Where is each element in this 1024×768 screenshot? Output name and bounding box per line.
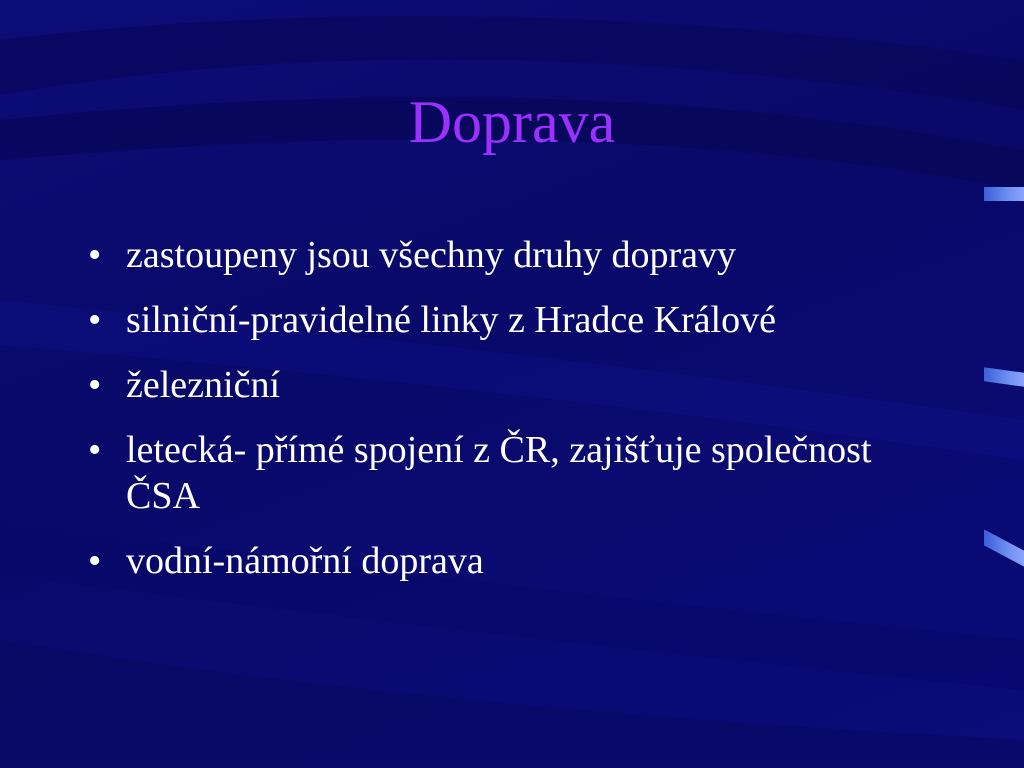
bullet-item: [0, 362, 1024, 408]
edge-accent-mark: [984, 187, 1024, 201]
bullet-text: železniční: [126, 364, 281, 406]
bullet-marker: •: [88, 540, 102, 582]
bullet-text: letecká- přímé spojení z ČR, zajišťuje společnost ČSA: [126, 429, 872, 517]
bullet-item: [0, 232, 1024, 278]
bullet-marker: •: [88, 364, 102, 406]
bullet-marker: •: [88, 234, 102, 276]
bullet-text: vodní-námořní doprava: [126, 540, 484, 582]
bullet-marker: •: [88, 299, 102, 341]
slide-title: Doprava: [408, 89, 616, 155]
bullet-list: [0, 232, 1024, 603]
bullet-marker: •: [88, 429, 102, 471]
bullet-item: [0, 538, 1024, 584]
bullet-text: zastoupeny jsou všechny druhy dopravy: [126, 234, 736, 276]
bullet-text: silniční-pravidelné linky z Hradce Králové: [126, 299, 776, 341]
bullet-item: [0, 297, 1024, 343]
bullet-item: [0, 427, 1024, 519]
